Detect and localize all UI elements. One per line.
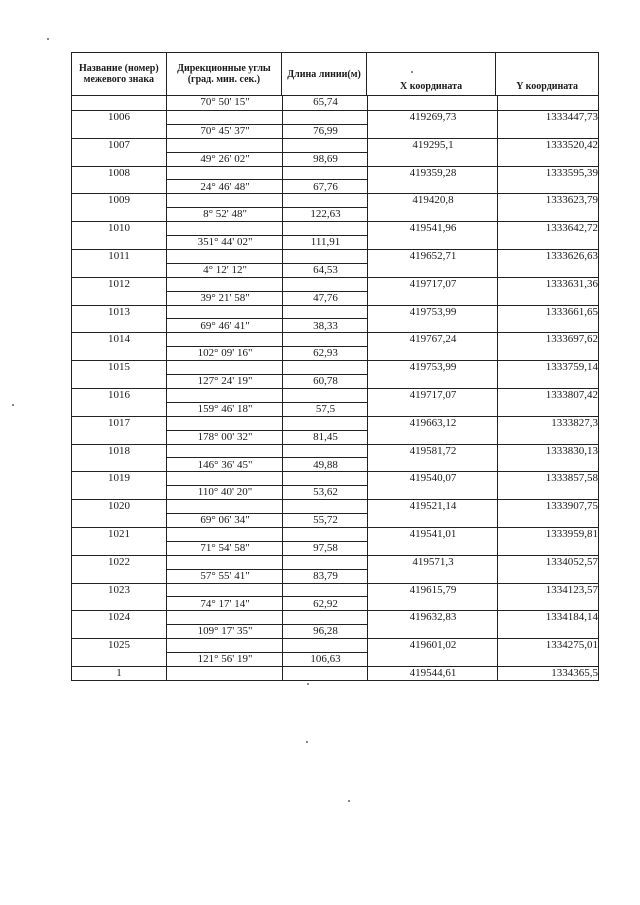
- table-row: [72, 221, 598, 249]
- mark-name: 1007: [108, 138, 130, 151]
- segment-length: 49,88: [313, 458, 338, 471]
- x-coordinate: 419540,07: [409, 472, 457, 485]
- x-coordinate: 419541,01: [409, 527, 457, 540]
- segment-angle: 71° 54' 58": [200, 541, 250, 554]
- x-coordinate: 419601,02: [409, 639, 457, 652]
- table-row: [72, 388, 598, 416]
- mark-name: 1016: [108, 388, 130, 401]
- table-row: [72, 277, 598, 305]
- y-coordinate: 1333827,3: [551, 416, 598, 429]
- segment-length: 106,63: [310, 653, 341, 666]
- segment-length: 47,76: [313, 291, 338, 304]
- mark-name: 1017: [108, 416, 130, 429]
- table-row: [72, 416, 598, 444]
- segment-angle: 102° 09' 16": [197, 347, 253, 360]
- x-coordinate: 419541,96: [409, 222, 457, 235]
- x-coordinate: 419767,24: [409, 333, 457, 346]
- mark-name: 1006: [108, 111, 130, 123]
- mark-name: 1023: [108, 583, 130, 596]
- x-coordinate: 419615,79: [409, 583, 457, 596]
- mark-name: 1024: [108, 611, 130, 624]
- table-row: [72, 610, 598, 638]
- table-row: [72, 444, 598, 472]
- mark-name: 1008: [108, 166, 130, 179]
- mark-name: 1020: [108, 500, 130, 513]
- y-coordinate: 1334275,01: [545, 639, 598, 652]
- y-coordinate: 1333623,79: [545, 194, 598, 207]
- segment-angle: 74° 17' 14": [200, 597, 250, 610]
- x-coordinate: 419544,61: [409, 666, 457, 679]
- segment-length: 81,45: [313, 430, 338, 443]
- segment-angle: 57° 55' 41": [200, 569, 250, 582]
- segment-length: 97,58: [313, 541, 338, 554]
- segment-length: 65,74: [313, 96, 338, 108]
- mark-name: 1014: [108, 333, 130, 346]
- x-coordinate: 419581,72: [409, 444, 457, 457]
- mark-name: 1012: [108, 277, 130, 290]
- mark-name: 1011: [108, 249, 130, 262]
- scan-speck: [348, 800, 350, 802]
- x-coordinate: 419663,12: [409, 416, 457, 429]
- segment-angle: 110° 40' 20": [197, 486, 253, 499]
- segment-length: 57,5: [315, 402, 336, 415]
- y-coordinate: 1333595,39: [545, 166, 598, 179]
- scan-speck: [47, 38, 49, 40]
- y-coordinate: 1333959,81: [545, 527, 598, 540]
- mark-name: 1009: [108, 194, 130, 207]
- segment-angle: 351° 44' 02": [197, 236, 253, 249]
- segment-angle: 127° 24' 19": [197, 375, 253, 388]
- x-coordinate: 419753,99: [409, 305, 457, 318]
- segment-length: 53,62: [313, 486, 338, 499]
- segment-length: 55,72: [313, 514, 338, 527]
- table-row: [72, 555, 598, 583]
- segment-length: 83,79: [313, 569, 338, 582]
- scan-speck: [306, 741, 308, 743]
- x-coordinate: 419717,07: [409, 277, 457, 290]
- mark-name: 1: [116, 666, 122, 679]
- y-coordinate: 1334184,14: [545, 611, 598, 624]
- segment-length: 62,92: [313, 597, 338, 610]
- x-coordinate: 419420,8: [412, 194, 454, 207]
- header-angles: Дирекционные углы (град. мин. сек.): [167, 53, 283, 95]
- segment-length: 98,69: [313, 152, 338, 165]
- y-coordinate: 1333759,14: [545, 361, 598, 374]
- y-coordinate: 1334123,57: [545, 583, 598, 596]
- x-coordinate: 419359,28: [409, 166, 457, 179]
- segment-angle: 39° 21' 58": [200, 291, 250, 304]
- x-coordinate: 419652,71: [409, 249, 457, 262]
- header-y: Y координата: [516, 81, 579, 92]
- y-coordinate: 1334365,5: [551, 666, 598, 679]
- x-coordinate: 419717,07: [409, 388, 457, 401]
- segment-length: 62,93: [313, 347, 338, 360]
- y-coordinate: 1333626,63: [545, 249, 598, 262]
- scan-speck: [12, 404, 14, 406]
- table-row: [72, 638, 598, 666]
- segment-length: 96,28: [313, 625, 338, 638]
- header-length: Длина линии(м): [282, 53, 367, 95]
- segment-angle: 69° 06' 34": [200, 514, 250, 527]
- segment-length: 76,99: [313, 125, 338, 137]
- table-body: [71, 96, 599, 681]
- segment-angle: 24° 46' 48": [200, 180, 250, 193]
- segment-angle: 70° 45' 37": [200, 125, 250, 137]
- table-row: [72, 193, 598, 221]
- segment-angle: 109° 17' 35": [197, 625, 253, 638]
- segment-angle: 49° 26' 02": [200, 152, 250, 165]
- segment-length: 64,53: [313, 263, 338, 276]
- header-x: X координата: [367, 53, 497, 95]
- y-coordinate: 1333447,73: [545, 111, 598, 123]
- segment-angle: 69° 46' 41": [200, 319, 250, 332]
- mark-name: 1022: [108, 555, 130, 568]
- mark-name: 1018: [108, 444, 130, 457]
- x-coordinate: 419295,1: [412, 138, 454, 151]
- y-coordinate: 1333907,75: [545, 500, 598, 513]
- segment-length: 111,91: [310, 236, 341, 249]
- segment-length: 122,63: [310, 208, 341, 221]
- table-row: [72, 360, 598, 388]
- segment-angle: 146° 36' 45": [197, 458, 253, 471]
- y-coordinate: 1333661,65: [545, 305, 598, 318]
- table-row: [72, 527, 598, 555]
- y-coordinate: 1333631,36: [545, 277, 598, 290]
- segment-angle: 159° 46' 18": [197, 402, 253, 415]
- table-row: [72, 305, 598, 333]
- segment-length: 60,78: [313, 375, 338, 388]
- table-row: [72, 666, 598, 680]
- y-coordinate: 1334052,57: [545, 555, 598, 568]
- table-row: [72, 332, 598, 360]
- y-coordinate: 1333697,62: [545, 333, 598, 346]
- mark-name: 1025: [108, 639, 130, 652]
- segment-angle: 121° 56' 19": [197, 653, 253, 666]
- segment-angle: 8° 52' 48": [203, 208, 247, 221]
- table-row: [72, 471, 598, 499]
- table-row: [72, 249, 598, 277]
- x-coordinate: 419632,83: [409, 611, 457, 624]
- mark-name: 1010: [108, 222, 130, 235]
- first-segment-row: [72, 96, 598, 110]
- header-name: Название (номер) межевого знака: [72, 53, 167, 95]
- table-row: [72, 110, 598, 138]
- segment-angle: 4° 12' 12": [203, 263, 247, 276]
- segment-length: 67,76: [313, 180, 338, 193]
- mark-name: 1021: [108, 527, 130, 540]
- table-row: [72, 166, 598, 194]
- x-coordinate: 419269,73: [409, 111, 457, 123]
- table-header: [71, 52, 599, 96]
- x-coordinate: 419753,99: [409, 361, 457, 374]
- y-coordinate: 1333807,42: [545, 388, 598, 401]
- y-coordinate: 1333857,58: [545, 472, 598, 485]
- y-coordinate: 1333520,42: [545, 138, 598, 151]
- x-coordinate: 419521,14: [409, 500, 457, 513]
- y-coordinate: 1333830,13: [545, 444, 598, 457]
- segment-angle: 70° 50' 15": [200, 96, 250, 108]
- mark-name: 1015: [108, 361, 130, 374]
- scan-speck: [307, 683, 309, 685]
- table-row: [72, 583, 598, 611]
- mark-name: 1013: [108, 305, 130, 318]
- segment-length: 38,33: [313, 319, 338, 332]
- table-row: [72, 138, 598, 166]
- scan-speck: [411, 71, 413, 73]
- mark-name: 1019: [108, 472, 130, 485]
- x-coordinate: 419571,3: [412, 555, 454, 568]
- table-row: [72, 499, 598, 527]
- segment-angle: 178° 00' 32": [197, 430, 253, 443]
- y-coordinate: 1333642,72: [545, 222, 598, 235]
- boundary-marks-table: [71, 52, 599, 681]
